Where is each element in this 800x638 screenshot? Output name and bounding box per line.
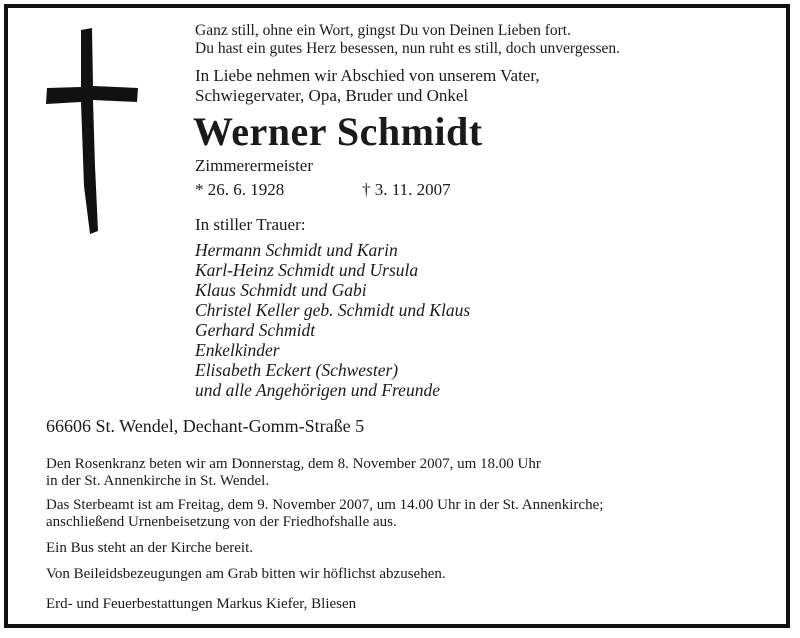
undertaker-credit: Erd- und Feuerbestattungen Markus Kiefer, Bliesen [46, 596, 357, 612]
mourner-5: Gerhard Schmidt [195, 320, 316, 340]
rosary-notice-line-1: Den Rosenkranz beten wir am Donnerstag, dem 8. November 2007, um 18.00 Uhr [46, 456, 541, 472]
poem-line-2: Du hast ein gutes Herz besessen, nun ruht es still, doch unvergessen. [195, 40, 621, 57]
mourner-6: Enkelkinder [195, 340, 280, 360]
intro-line-2: Schwiegervater, Opa, Bruder und Onkel [195, 86, 469, 105]
bus-notice: Ein Bus steht an der Kirche bereit. [46, 540, 254, 556]
mourner-1: Hermann Schmidt und Karin [195, 240, 398, 260]
requiem-notice-line-2: anschließend Urnenbeisetzung von der Friedhofshalle aus. [46, 514, 397, 530]
condolences-notice: Von Beileidsbezeugungen am Grab bitten wir höflichst abzusehen. [46, 566, 446, 582]
mourner-3: Klaus Schmidt und Gabi [195, 280, 367, 300]
deceased-name: Werner Schmidt [193, 109, 483, 154]
requiem-notice-line-1: Das Sterbeamt ist am Freitag, dem 9. November 2007, um 14.00 Uhr in der St. Annenkirche; [46, 497, 604, 513]
mourner-8: und alle Angehörigen und Freunde [195, 380, 440, 400]
birth-date: * 26. 6. 1928 [195, 180, 285, 199]
rosary-notice-line-2: in der St. Annenkirche in St. Wendel. [46, 473, 270, 489]
death-date: † 3. 11. 2007 [362, 180, 451, 199]
mourner-4: Christel Keller geb. Schmidt und Klaus [195, 300, 471, 320]
cross-icon [40, 26, 150, 241]
family-address: 66606 St. Wendel, Dechant-Gomm-Straße 5 [46, 416, 365, 436]
mourner-7: Elisabeth Eckert (Schwester) [195, 360, 399, 380]
deceased-profession: Zimmerermeister [195, 156, 314, 175]
poem-line-1: Ganz still, ohne ein Wort, gingst Du von Deinen Lieben fort. [195, 22, 571, 39]
intro-line-1: In Liebe nehmen wir Abschied von unserem Vater, [195, 66, 540, 85]
mourner-2: Karl-Heinz Schmidt und Ursula [195, 260, 419, 280]
mourners-heading: In stiller Trauer: [195, 215, 306, 234]
